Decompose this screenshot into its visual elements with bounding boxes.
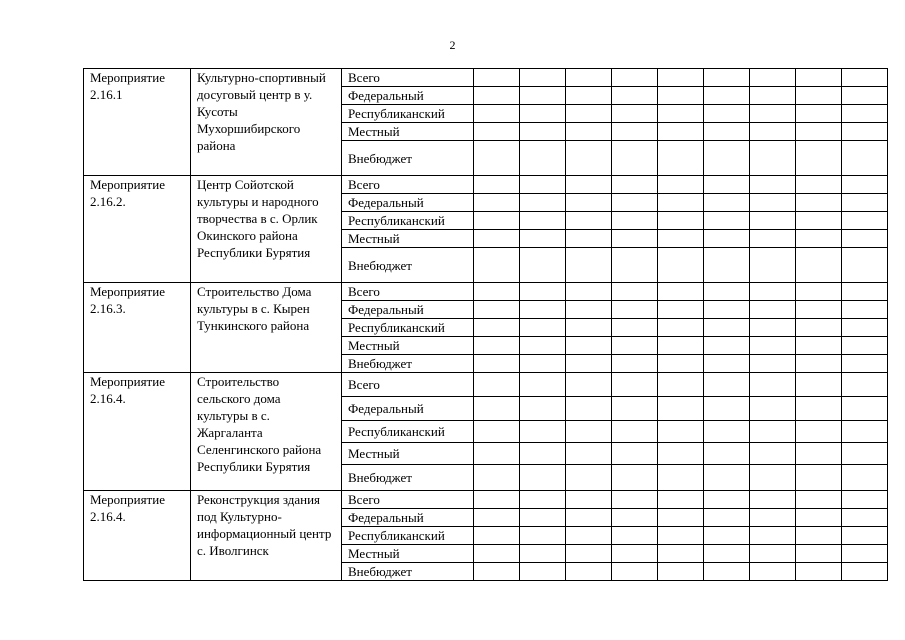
- value-cell: [474, 283, 520, 301]
- value-cell: [704, 509, 750, 527]
- value-cell: [474, 141, 520, 176]
- value-cell: [750, 509, 796, 527]
- value-cell: [704, 69, 750, 87]
- value-cell: [612, 105, 658, 123]
- value-cell: [842, 123, 888, 141]
- value-cell: [520, 141, 566, 176]
- value-cell: [796, 509, 842, 527]
- value-cell: [750, 69, 796, 87]
- value-cell: [750, 176, 796, 194]
- value-cell: [520, 527, 566, 545]
- measure-id: Мероприятие 2.16.1: [84, 69, 191, 176]
- value-cell: [658, 87, 704, 105]
- value-cell: [520, 87, 566, 105]
- value-cell: [566, 105, 612, 123]
- value-cell: [520, 69, 566, 87]
- value-cell: [704, 141, 750, 176]
- value-cell: [566, 301, 612, 319]
- value-cell: [750, 141, 796, 176]
- value-cell: [520, 373, 566, 397]
- value-cell: [566, 397, 612, 421]
- value-cell: [612, 212, 658, 230]
- funding-table: [83, 68, 888, 581]
- value-cell: [566, 421, 612, 443]
- table-row: [84, 176, 888, 194]
- value-cell: [520, 301, 566, 319]
- value-cell: [842, 248, 888, 283]
- value-cell: [474, 491, 520, 509]
- value-cell: [566, 465, 612, 491]
- value-cell: [566, 230, 612, 248]
- value-cell: [612, 123, 658, 141]
- value-cell: [842, 141, 888, 176]
- value-cell: [474, 212, 520, 230]
- value-cell: [520, 509, 566, 527]
- measure-description: Строительство Дома культуры в с. Кырен Тункинского района: [191, 283, 342, 373]
- value-cell: [704, 337, 750, 355]
- value-cell: [566, 141, 612, 176]
- funding-source: Федеральный: [342, 509, 474, 527]
- value-cell: [474, 373, 520, 397]
- value-cell: [474, 545, 520, 563]
- value-cell: [612, 355, 658, 373]
- value-cell: [842, 465, 888, 491]
- value-cell: [842, 509, 888, 527]
- measure-id: Мероприятие 2.16.2.: [84, 176, 191, 283]
- value-cell: [704, 491, 750, 509]
- value-cell: [796, 319, 842, 337]
- value-cell: [704, 563, 750, 581]
- value-cell: [474, 397, 520, 421]
- measure-id: Мероприятие 2.16.4.: [84, 373, 191, 491]
- value-cell: [474, 194, 520, 212]
- value-cell: [474, 123, 520, 141]
- value-cell: [796, 545, 842, 563]
- measure-description: Реконструкция здания под Культурно-информационный центр с. Иволгинск: [191, 491, 342, 581]
- value-cell: [612, 87, 658, 105]
- value-cell: [474, 176, 520, 194]
- value-cell: [474, 301, 520, 319]
- value-cell: [796, 527, 842, 545]
- value-cell: [796, 248, 842, 283]
- value-cell: [474, 465, 520, 491]
- value-cell: [474, 563, 520, 581]
- value-cell: [566, 69, 612, 87]
- value-cell: [658, 397, 704, 421]
- value-cell: [612, 563, 658, 581]
- measure-id: Мероприятие 2.16.4.: [84, 491, 191, 581]
- value-cell: [704, 421, 750, 443]
- value-cell: [750, 319, 796, 337]
- funding-source: Всего: [342, 491, 474, 509]
- value-cell: [842, 337, 888, 355]
- value-cell: [842, 545, 888, 563]
- value-cell: [612, 301, 658, 319]
- value-cell: [566, 355, 612, 373]
- value-cell: [612, 248, 658, 283]
- value-cell: [842, 443, 888, 465]
- value-cell: [658, 248, 704, 283]
- value-cell: [796, 87, 842, 105]
- value-cell: [474, 443, 520, 465]
- value-cell: [704, 373, 750, 397]
- value-cell: [796, 443, 842, 465]
- value-cell: [474, 248, 520, 283]
- value-cell: [520, 491, 566, 509]
- funding-source: Республиканский: [342, 212, 474, 230]
- value-cell: [520, 355, 566, 373]
- funding-source: Республиканский: [342, 421, 474, 443]
- value-cell: [474, 355, 520, 373]
- value-cell: [704, 176, 750, 194]
- value-cell: [474, 337, 520, 355]
- value-cell: [658, 105, 704, 123]
- value-cell: [612, 443, 658, 465]
- value-cell: [658, 509, 704, 527]
- funding-source: Местный: [342, 230, 474, 248]
- value-cell: [704, 283, 750, 301]
- funding-source: Республиканский: [342, 527, 474, 545]
- value-cell: [750, 545, 796, 563]
- funding-source: Внебюджет: [342, 465, 474, 491]
- value-cell: [750, 301, 796, 319]
- funding-source: Всего: [342, 69, 474, 87]
- value-cell: [658, 69, 704, 87]
- value-cell: [658, 373, 704, 397]
- value-cell: [658, 212, 704, 230]
- value-cell: [750, 491, 796, 509]
- value-cell: [796, 397, 842, 421]
- value-cell: [658, 176, 704, 194]
- value-cell: [704, 301, 750, 319]
- funding-source: Внебюджет: [342, 563, 474, 581]
- value-cell: [658, 465, 704, 491]
- value-cell: [842, 105, 888, 123]
- funding-source: Местный: [342, 443, 474, 465]
- value-cell: [612, 491, 658, 509]
- value-cell: [704, 87, 750, 105]
- value-cell: [750, 212, 796, 230]
- value-cell: [520, 319, 566, 337]
- value-cell: [520, 443, 566, 465]
- value-cell: [750, 355, 796, 373]
- value-cell: [750, 527, 796, 545]
- value-cell: [612, 545, 658, 563]
- value-cell: [842, 563, 888, 581]
- value-cell: [566, 373, 612, 397]
- value-cell: [750, 194, 796, 212]
- value-cell: [474, 527, 520, 545]
- value-cell: [796, 301, 842, 319]
- value-cell: [612, 69, 658, 87]
- value-cell: [796, 105, 842, 123]
- value-cell: [796, 141, 842, 176]
- value-cell: [704, 230, 750, 248]
- value-cell: [796, 491, 842, 509]
- funding-source: Внебюджет: [342, 248, 474, 283]
- funding-source: Федеральный: [342, 194, 474, 212]
- value-cell: [750, 283, 796, 301]
- value-cell: [566, 176, 612, 194]
- value-cell: [842, 319, 888, 337]
- measure-description: Центр Сойотской культуры и народного творчества в с. Орлик Окинского района Республики Бурятия: [191, 176, 342, 283]
- table-row: [84, 69, 888, 87]
- value-cell: [704, 319, 750, 337]
- value-cell: [658, 123, 704, 141]
- funding-source: Местный: [342, 545, 474, 563]
- value-cell: [658, 194, 704, 212]
- value-cell: [796, 283, 842, 301]
- value-cell: [796, 563, 842, 581]
- value-cell: [750, 123, 796, 141]
- value-cell: [704, 545, 750, 563]
- value-cell: [566, 509, 612, 527]
- value-cell: [842, 212, 888, 230]
- value-cell: [658, 319, 704, 337]
- value-cell: [520, 421, 566, 443]
- value-cell: [842, 527, 888, 545]
- value-cell: [474, 509, 520, 527]
- value-cell: [704, 248, 750, 283]
- table-row: [84, 491, 888, 509]
- value-cell: [796, 465, 842, 491]
- value-cell: [612, 176, 658, 194]
- value-cell: [842, 194, 888, 212]
- measure-description: Строительство сельского дома культуры в с. Жаргаланта Селенгинского района Республики Бурятия: [191, 373, 342, 491]
- value-cell: [842, 69, 888, 87]
- value-cell: [474, 421, 520, 443]
- value-cell: [520, 194, 566, 212]
- value-cell: [658, 283, 704, 301]
- value-cell: [796, 123, 842, 141]
- funding-source: Местный: [342, 123, 474, 141]
- value-cell: [566, 212, 612, 230]
- funding-source: Республиканский: [342, 105, 474, 123]
- value-cell: [520, 563, 566, 581]
- value-cell: [520, 337, 566, 355]
- value-cell: [704, 123, 750, 141]
- funding-source: Всего: [342, 176, 474, 194]
- value-cell: [566, 563, 612, 581]
- value-cell: [658, 421, 704, 443]
- value-cell: [842, 373, 888, 397]
- value-cell: [704, 443, 750, 465]
- funding-source: Внебюджет: [342, 355, 474, 373]
- value-cell: [520, 176, 566, 194]
- value-cell: [520, 465, 566, 491]
- value-cell: [704, 105, 750, 123]
- value-cell: [612, 194, 658, 212]
- value-cell: [474, 230, 520, 248]
- value-cell: [566, 337, 612, 355]
- value-cell: [750, 248, 796, 283]
- funding-source: Федеральный: [342, 397, 474, 421]
- value-cell: [612, 373, 658, 397]
- funding-source: Федеральный: [342, 87, 474, 105]
- value-cell: [566, 248, 612, 283]
- value-cell: [704, 397, 750, 421]
- value-cell: [474, 87, 520, 105]
- value-cell: [750, 421, 796, 443]
- value-cell: [612, 319, 658, 337]
- value-cell: [566, 491, 612, 509]
- page-number: 2: [449, 38, 456, 52]
- value-cell: [566, 545, 612, 563]
- value-cell: [796, 337, 842, 355]
- value-cell: [842, 283, 888, 301]
- value-cell: [842, 301, 888, 319]
- funding-source: Республиканский: [342, 319, 474, 337]
- value-cell: [658, 443, 704, 465]
- funding-source: Внебюджет: [342, 141, 474, 176]
- value-cell: [566, 194, 612, 212]
- value-cell: [566, 283, 612, 301]
- value-cell: [612, 397, 658, 421]
- value-cell: [842, 421, 888, 443]
- value-cell: [658, 230, 704, 248]
- value-cell: [704, 527, 750, 545]
- value-cell: [520, 397, 566, 421]
- value-cell: [796, 212, 842, 230]
- value-cell: [842, 176, 888, 194]
- table-row: [84, 283, 888, 301]
- value-cell: [750, 230, 796, 248]
- value-cell: [842, 491, 888, 509]
- value-cell: [658, 491, 704, 509]
- value-cell: [612, 527, 658, 545]
- value-cell: [796, 373, 842, 397]
- value-cell: [842, 87, 888, 105]
- funding-source: Федеральный: [342, 301, 474, 319]
- value-cell: [566, 87, 612, 105]
- value-cell: [750, 105, 796, 123]
- measure-description: Культурно-спортивный досуговый центр в у. Кусоты Мухоршибирского района: [191, 69, 342, 176]
- value-cell: [658, 563, 704, 581]
- value-cell: [612, 509, 658, 527]
- value-cell: [750, 337, 796, 355]
- value-cell: [704, 212, 750, 230]
- value-cell: [658, 301, 704, 319]
- value-cell: [520, 230, 566, 248]
- value-cell: [658, 545, 704, 563]
- funding-source: Всего: [342, 283, 474, 301]
- value-cell: [796, 69, 842, 87]
- value-cell: [612, 141, 658, 176]
- funding-source: Местный: [342, 337, 474, 355]
- value-cell: [612, 337, 658, 355]
- value-cell: [612, 465, 658, 491]
- value-cell: [658, 527, 704, 545]
- value-cell: [520, 212, 566, 230]
- value-cell: [566, 527, 612, 545]
- value-cell: [796, 194, 842, 212]
- value-cell: [796, 176, 842, 194]
- value-cell: [658, 355, 704, 373]
- value-cell: [796, 355, 842, 373]
- value-cell: [566, 319, 612, 337]
- value-cell: [842, 397, 888, 421]
- value-cell: [474, 69, 520, 87]
- value-cell: [520, 283, 566, 301]
- value-cell: [750, 397, 796, 421]
- value-cell: [796, 230, 842, 248]
- funding-table-body: [84, 69, 888, 581]
- value-cell: [520, 545, 566, 563]
- value-cell: [704, 355, 750, 373]
- value-cell: [612, 421, 658, 443]
- value-cell: [842, 355, 888, 373]
- value-cell: [750, 443, 796, 465]
- table-row: [84, 373, 888, 397]
- value-cell: [796, 421, 842, 443]
- value-cell: [750, 87, 796, 105]
- funding-source: Всего: [342, 373, 474, 397]
- value-cell: [658, 337, 704, 355]
- measure-id: Мероприятие 2.16.3.: [84, 283, 191, 373]
- value-cell: [566, 443, 612, 465]
- value-cell: [750, 373, 796, 397]
- value-cell: [566, 123, 612, 141]
- value-cell: [750, 563, 796, 581]
- value-cell: [474, 105, 520, 123]
- value-cell: [612, 230, 658, 248]
- value-cell: [658, 141, 704, 176]
- value-cell: [612, 283, 658, 301]
- value-cell: [750, 465, 796, 491]
- value-cell: [520, 248, 566, 283]
- value-cell: [474, 319, 520, 337]
- value-cell: [704, 194, 750, 212]
- value-cell: [704, 465, 750, 491]
- value-cell: [520, 105, 566, 123]
- value-cell: [842, 230, 888, 248]
- value-cell: [520, 123, 566, 141]
